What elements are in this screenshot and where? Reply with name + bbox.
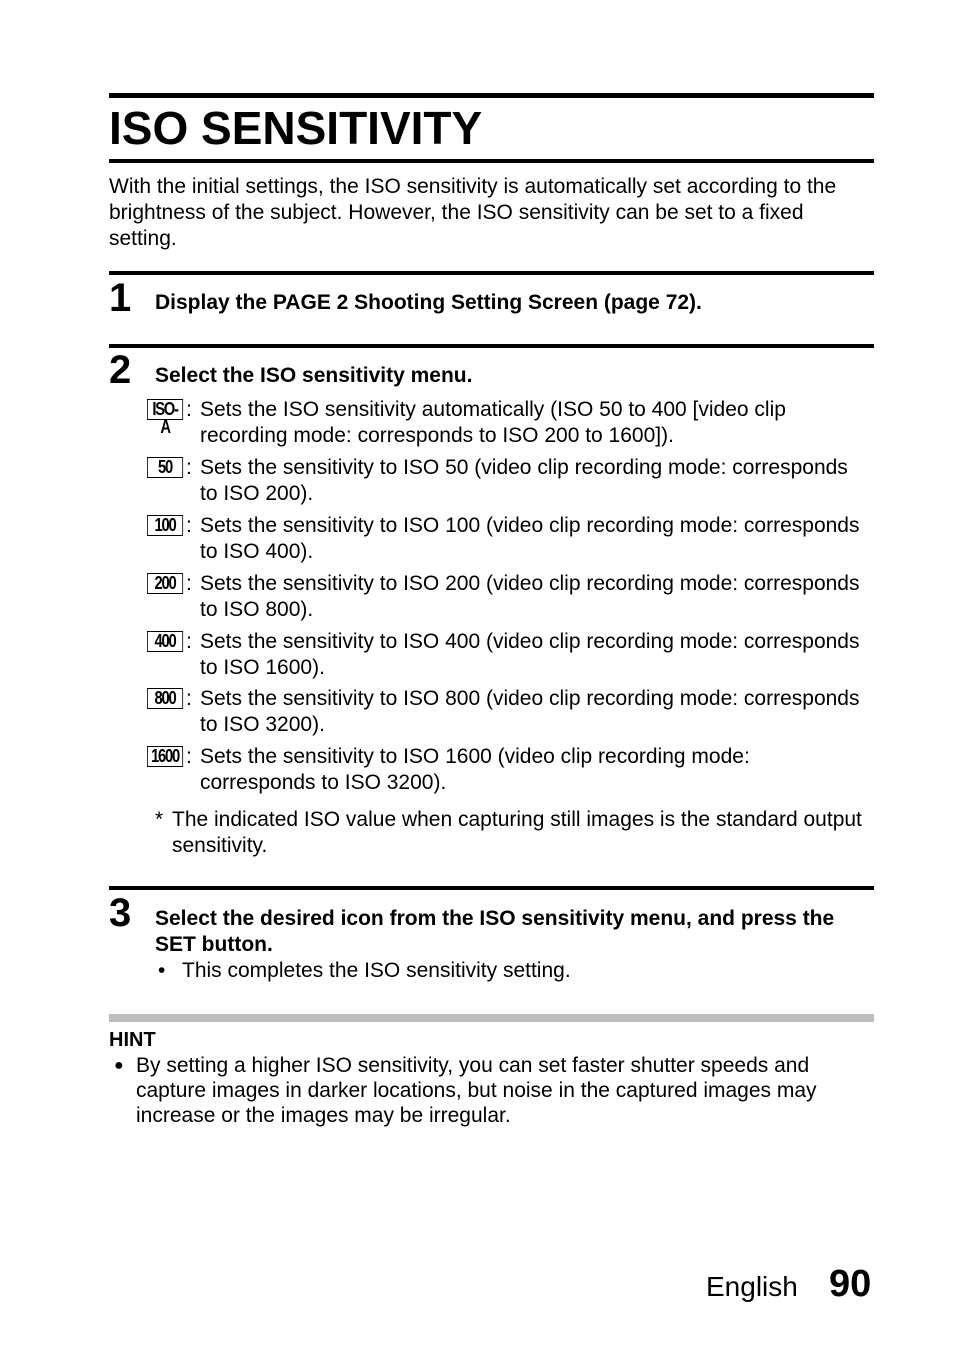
title-bottom-rule [109, 159, 874, 163]
page-number: 90 [829, 1263, 872, 1305]
iso-100-icon: 100 [147, 515, 183, 536]
footer-language: English [706, 1271, 798, 1302]
iso-option-description: Sets the ISO sensitivity automatically (ISO 50 to 400 [video clip recording mode: corresponds to ISO 200 to 1600]). [200, 398, 786, 447]
intro-paragraph: With the initial settings, the ISO sensitivity is automatically set according to the brightness of the subject. However, the ISO sensitivity can be set to a fixed setting. [109, 175, 837, 250]
bullet-dot: • [158, 959, 166, 982]
step-2-number: 2 [109, 348, 132, 392]
iso-option-description: Sets the sensitivity to ISO 1600 (video clip recording mode: corresponds to ISO 3200). [200, 745, 750, 794]
iso-option-description: Sets the sensitivity to ISO 200 (video clip recording mode: corresponds to ISO 800). [200, 572, 860, 621]
footnote-asterisk: * [155, 808, 164, 831]
page-title: ISO SENSITIVITY [109, 102, 483, 154]
step-1-title: Display the PAGE 2 Shooting Setting Screen (page 72). [155, 291, 702, 314]
step-1-rule [109, 271, 874, 275]
step-3-rule [109, 886, 874, 890]
step-3-subitem-text: This completes the ISO sensitivity setting. [182, 959, 571, 982]
step-3-number: 3 [109, 891, 132, 935]
title-top-rule [109, 93, 874, 98]
hint-label: HINT [109, 1029, 156, 1051]
iso-auto-icon: ISO-A [147, 399, 183, 420]
step-3-title: Select the desired icon from the ISO sensitivity menu, and press the SET button. [155, 907, 835, 956]
iso-50-icon: 50 [147, 457, 183, 478]
hint-divider [109, 1014, 874, 1022]
iso-1600-icon: 1600 [147, 746, 183, 767]
iso-400-icon: 400 [147, 631, 183, 652]
iso-option-description: Sets the sensitivity to ISO 100 (video clip recording mode: corresponds to ISO 400). [200, 514, 860, 563]
hint-text: By setting a higher ISO sensitivity, you can set faster shutter speeds and capture images in darker locations, but noise in the captured images may increase or the images may be irregular. [136, 1054, 817, 1127]
step-2-title: Select the ISO sensitivity menu. [155, 364, 473, 387]
footnote-text: The indicated ISO value when capturing still images is the standard output sensitivity. [172, 808, 862, 857]
iso-option-description: Sets the sensitivity to ISO 50 (video clip recording mode: corresponds to ISO 200). [200, 456, 848, 505]
step-1-number: 1 [109, 276, 132, 320]
iso-800-icon: 800 [147, 688, 183, 709]
iso-option-description: Sets the sensitivity to ISO 800 (video clip recording mode: corresponds to ISO 3200). [200, 687, 860, 736]
iso-option-description: Sets the sensitivity to ISO 400 (video clip recording mode: corresponds to ISO 1600). [200, 630, 860, 679]
step-2-rule [109, 344, 874, 348]
iso-200-icon: 200 [147, 573, 183, 594]
hint-bullet: ● [114, 1057, 124, 1074]
